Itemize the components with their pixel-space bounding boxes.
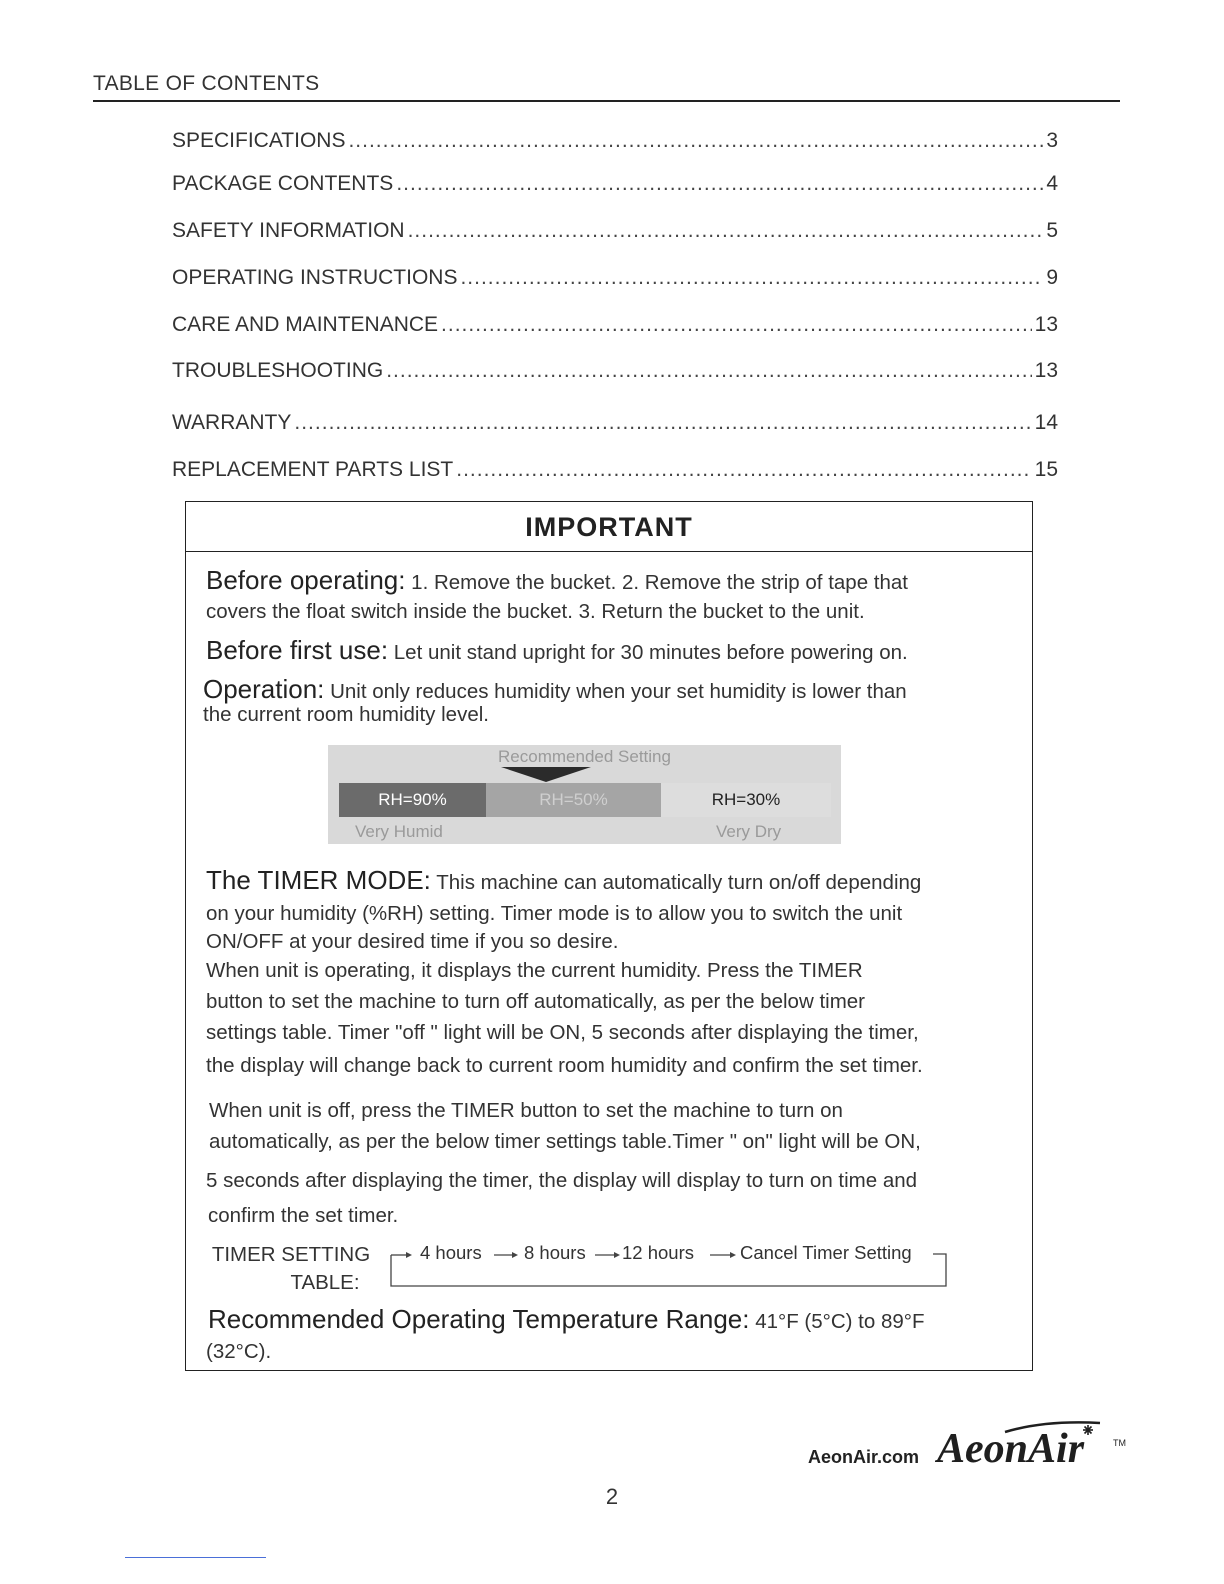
link-underline — [125, 1557, 266, 1558]
page-number: 2 — [605, 1484, 619, 1509]
operation-line2: the current room humidity level. — [203, 703, 489, 726]
toc-entry[interactable] — [172, 219, 1058, 243]
toc-divider — [93, 100, 1120, 102]
trademark-mark: TM — [1113, 1438, 1126, 1448]
logo-text: AeonAir — [937, 1426, 1085, 1470]
timer-line: on your humidity (%RH) setting. Timer mode is to allow you to switch the unit — [206, 902, 903, 925]
toc-leader — [408, 219, 1044, 243]
timer-line: 5 seconds after displaying the timer, the display will display to turn on time and — [206, 1169, 918, 1192]
toc-leader — [456, 458, 1031, 482]
toc-entry-page: 5 — [1046, 219, 1058, 242]
toc-leader — [441, 313, 1032, 337]
timer-mode-text: This machine can automatically turn on/off depending — [430, 871, 922, 894]
toc-entry-label: OPERATING INSTRUCTIONS — [172, 266, 458, 289]
timer-line: confirm the set timer. — [208, 1204, 399, 1227]
timer-table-label: TIMER SETTING — [211, 1243, 371, 1266]
timer-mode-lead: The TIMER MODE: — [206, 865, 431, 895]
before-operating-lead: Before operating: — [206, 565, 406, 595]
operation-text: Unit only reduces humidity when your set humidity is lower than — [324, 680, 907, 703]
toc-entry[interactable] — [172, 313, 1058, 337]
temperature-range-text: 41°F (5°C) to 89°F — [749, 1310, 925, 1333]
toc-entry-label: WARRANTY — [172, 411, 292, 434]
timer-step: 8 hours — [524, 1242, 586, 1263]
temperature-range-lead: Recommended Operating Temperature Range: — [208, 1304, 750, 1334]
toc-entry-label: TROUBLESHOOTING — [172, 359, 384, 382]
toc-entry-page: 15 — [1034, 458, 1058, 481]
timer-sequence — [388, 1242, 948, 1290]
toc-leader — [460, 266, 1043, 290]
timer-line: ON/OFF at your desired time if you so desire. — [206, 930, 619, 953]
toc-entry-label: SAFETY INFORMATION — [172, 219, 405, 242]
important-box — [185, 501, 1033, 1371]
before-operating-para — [206, 566, 1016, 597]
rh-30-segment: RH=30% — [661, 783, 831, 817]
timer-line: settings table. Timer "off " light will be ON, 5 seconds after displaying the timer, — [206, 1021, 919, 1044]
toc-title: TABLE OF CONTENTS — [93, 72, 320, 95]
humidity-scale — [328, 745, 841, 844]
very-humid-label: Very Humid — [355, 822, 443, 841]
timer-step: 4 hours — [420, 1242, 482, 1263]
toc-entry-page: 13 — [1034, 359, 1058, 382]
toc-leader — [396, 172, 1043, 196]
toc-entry-page: 4 — [1046, 172, 1058, 195]
rh-90-segment: RH=90% — [339, 783, 486, 817]
timer-line: button to set the machine to turn off automatically, as per the below timer — [206, 990, 866, 1013]
toc-entry[interactable] — [172, 172, 1058, 196]
operation-lead: Operation: — [203, 674, 325, 704]
toc-entry[interactable] — [172, 458, 1058, 482]
toc-entry-page: 3 — [1046, 129, 1058, 152]
recommended-setting-label: Recommended Setting — [498, 747, 671, 766]
timer-line: the display will change back to current room humidity and confirm the set timer. — [206, 1054, 923, 1077]
important-title: IMPORTANT — [186, 502, 1032, 552]
toc-entry[interactable] — [172, 359, 1058, 383]
toc-entry[interactable] — [172, 129, 1058, 153]
before-operating-text: 1. Remove the bucket. 2. Remove the strip of tape that — [405, 571, 908, 594]
humidity-bar — [339, 783, 831, 817]
before-operating-line2: covers the float switch inside the bucket. 3. Return the bucket to the unit. — [206, 600, 865, 623]
toc-entry[interactable] — [172, 266, 1058, 290]
website-url[interactable]: AeonAir.com — [808, 1447, 920, 1467]
toc-leader — [294, 411, 1031, 435]
toc-entry-label: SPECIFICATIONS — [172, 129, 346, 152]
rh-50-segment: RH=50% — [486, 783, 661, 817]
timer-mode-para — [206, 866, 1016, 897]
toc-entry-page: 13 — [1034, 313, 1058, 336]
before-first-use-lead: Before first use: — [206, 635, 389, 665]
toc-entry[interactable] — [172, 411, 1058, 435]
timer-line: automatically, as per the below timer settings table.Timer " on" light will be ON, — [209, 1130, 921, 1153]
aeonair-logo — [935, 1418, 1135, 1470]
toc-leader — [386, 359, 1031, 383]
timer-line: When unit is operating, it displays the current humidity. Press the TIMER — [206, 959, 863, 982]
down-arrow-icon — [501, 765, 591, 783]
timer-line: When unit is off, press the TIMER button to set the machine to turn on — [209, 1099, 843, 1122]
toc-entry-label: CARE AND MAINTENANCE — [172, 313, 439, 336]
toc-entry-page: 14 — [1034, 411, 1058, 434]
timer-step: Cancel Timer Setting — [740, 1242, 912, 1263]
timer-step: 12 hours — [622, 1242, 694, 1263]
toc-entry-label: REPLACEMENT PARTS LIST — [172, 458, 454, 481]
temperature-range-line2: (32°C). — [206, 1340, 272, 1363]
before-first-use-text: Let unit stand upright for 30 minutes before powering on. — [388, 641, 908, 664]
very-dry-label: Very Dry — [716, 822, 782, 841]
before-first-use-para — [206, 636, 1016, 667]
timer-table-label: TABLE: — [290, 1271, 360, 1294]
temperature-range-para — [208, 1305, 1018, 1336]
toc-entry-label: PACKAGE CONTENTS — [172, 172, 394, 195]
toc-leader — [348, 129, 1043, 153]
toc-entry-page: 9 — [1046, 266, 1058, 289]
